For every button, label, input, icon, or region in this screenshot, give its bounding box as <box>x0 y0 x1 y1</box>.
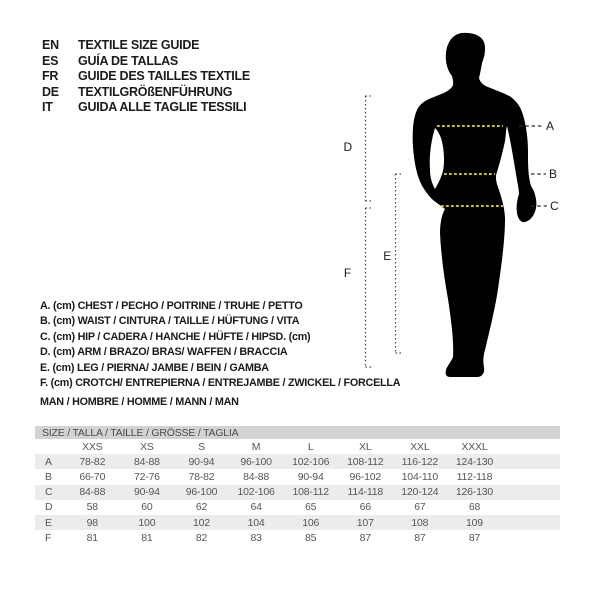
table-cell: 84-88 <box>133 455 160 468</box>
table-cell: 66-70 <box>79 470 106 483</box>
gender-line: MAN / HOMBRE / HOMME / MANN / MAN <box>40 396 239 408</box>
table-cell: 83 <box>250 531 262 544</box>
marker-label-d: D <box>343 140 352 154</box>
lang-title: GUIDE DES TAILLES TEXTILE <box>78 69 251 83</box>
row-label: B <box>45 470 52 483</box>
table-cell: 102 <box>193 516 210 529</box>
size-table <box>35 426 560 545</box>
table-cell: 116-122 <box>401 455 439 468</box>
table-cell: 124-130 <box>455 455 494 468</box>
table-cell: 85 <box>305 531 317 544</box>
row-label: D <box>45 501 53 514</box>
row-label: C <box>45 486 53 499</box>
table-cell: 102-106 <box>237 486 275 499</box>
legend-chest: A. (cm) CHEST / PECHO / POITRINE / TRUHE / PETTO <box>40 300 303 312</box>
table-cell: 81 <box>86 531 98 544</box>
table-cell: 108-112 <box>347 455 384 468</box>
lang-code: DE <box>42 84 59 99</box>
marker-label-a: A <box>546 119 554 133</box>
table-row-f <box>35 530 560 545</box>
marker-label-c: C <box>550 199 559 213</box>
column-header-xxxl: XXXL <box>461 440 488 453</box>
table-row-d <box>35 500 560 515</box>
column-header-xxl: XXL <box>410 440 430 453</box>
table-cell: 78-82 <box>79 455 106 468</box>
table-row-e <box>35 515 560 530</box>
column-header-s: S <box>198 440 205 453</box>
man-silhouette <box>413 33 537 377</box>
lang-title: TEXTILE SIZE GUIDE <box>78 38 200 52</box>
table-cell: 112-118 <box>456 470 493 483</box>
lang-code: ES <box>42 53 59 68</box>
table-cell: 87 <box>414 531 426 544</box>
column-header-xxs: XXS <box>82 440 103 453</box>
table-cell: 87 <box>359 531 371 544</box>
table-cell: 100 <box>138 516 156 529</box>
size-table-titlebar <box>35 426 560 439</box>
table-cell: 84-88 <box>79 486 106 499</box>
table-cell: 104-110 <box>401 470 439 483</box>
table-row-b <box>35 469 560 484</box>
table-cell: 104 <box>247 516 265 529</box>
size-table-title: SIZE / TALLA / TAILLE / GRÖSSE / TAGLIA <box>42 426 239 439</box>
column-header-m: M <box>251 440 261 453</box>
marker-label-f: F <box>343 266 351 280</box>
table-cell: 60 <box>141 501 153 514</box>
table-cell: 120-124 <box>401 486 439 499</box>
column-header-xs: XS <box>140 440 154 453</box>
table-cell: 66 <box>359 501 371 514</box>
legend-leg: E. (cm) LEG / PIERNA/ JAMBE / BEIN / GAMBA <box>40 361 269 374</box>
column-header-xl: XL <box>359 440 372 453</box>
size-header-row <box>35 439 560 454</box>
lang-title: GUIDA ALLE TAGLIE TESSILI <box>78 100 247 114</box>
table-cell: 96-102 <box>349 470 382 483</box>
table-cell: 64 <box>250 501 262 514</box>
table-cell: 82 <box>195 531 208 544</box>
table-cell: 106 <box>302 516 320 529</box>
table-cell: 114-118 <box>347 486 384 499</box>
lang-code: EN <box>42 38 59 52</box>
table-row-a <box>35 454 560 469</box>
row-label: A <box>45 455 52 468</box>
marker-label-b: B <box>549 167 557 181</box>
table-cell: 90-94 <box>133 486 160 499</box>
lang-title: GUÍA DE TALLAS <box>78 53 178 68</box>
table-cell: 72-76 <box>133 470 160 483</box>
table-cell: 96-100 <box>185 486 218 499</box>
table-cell: 96-100 <box>240 455 272 468</box>
lang-code: IT <box>42 100 53 114</box>
table-cell: 87 <box>468 531 481 544</box>
table-cell: 58 <box>86 501 98 514</box>
table-cell: 107 <box>356 516 374 529</box>
table-cell: 68 <box>468 501 481 514</box>
table-cell: 108 <box>411 516 429 529</box>
lang-code: FR <box>42 69 59 83</box>
legend-waist: B. (cm) WAIST / CINTURA / TAILLE / HÜFTUNG / VITA <box>40 315 300 328</box>
table-cell: 67 <box>414 501 426 514</box>
table-cell: 90-94 <box>188 455 215 468</box>
table-cell: 62 <box>195 501 208 514</box>
legend-arm: D. (cm) ARM / BRAZO/ BRAS/ WAFFEN / BRACCIA <box>40 346 288 359</box>
table-cell: 108-112 <box>292 486 329 499</box>
table-cell: 90-94 <box>297 470 324 483</box>
table-cell: 65 <box>305 501 317 514</box>
legend-crotch: F. (cm) CROTCH/ ENTREPIERNA / ENTREJAMBE / ZWICKEL / FORCELLA <box>40 377 401 390</box>
lang-title: TEXTILGRÖßENFÜHRUNG <box>78 84 233 99</box>
table-cell: 84-88 <box>243 470 269 483</box>
row-label: E <box>45 516 52 529</box>
marker-label-e: E <box>383 249 391 263</box>
measurement-legend <box>40 299 400 391</box>
row-label: F <box>45 531 52 544</box>
table-cell: 81 <box>141 531 153 544</box>
table-cell: 102-106 <box>292 455 330 468</box>
legend-hip: C. (cm) HIP / CADERA / HANCHE / HÜFTE / HIPSD. (cm) <box>40 330 311 343</box>
column-header-l: L <box>307 440 314 453</box>
table-cell: 109 <box>465 516 483 529</box>
table-cell: 126-130 <box>455 486 494 499</box>
table-cell: 98 <box>86 516 98 529</box>
table-cell: 78-82 <box>188 470 215 483</box>
table-row-c <box>35 485 560 500</box>
